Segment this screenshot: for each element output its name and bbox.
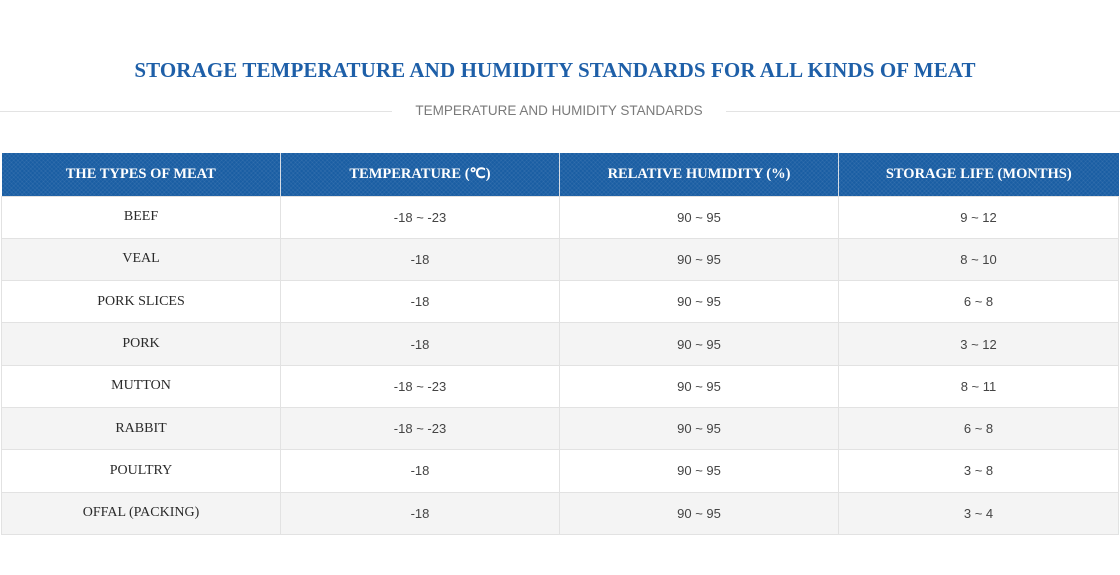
cell-temperature: -18 ~ -23 — [281, 407, 560, 449]
cell-humidity: 90 ~ 95 — [560, 492, 839, 534]
table-header-row — [2, 153, 1119, 196]
table-row — [2, 492, 1119, 534]
cell-humidity: 90 ~ 95 — [560, 196, 839, 238]
table-row — [2, 407, 1119, 449]
cell-meat-type: MUTTON — [2, 365, 281, 407]
cell-humidity: 90 ~ 95 — [560, 365, 839, 407]
cell-storage-life: 3 ~ 8 — [839, 450, 1119, 492]
cell-humidity: 90 ~ 95 — [560, 407, 839, 449]
divider-right — [726, 111, 1120, 112]
cell-humidity: 90 ~ 95 — [560, 323, 839, 365]
subtitle-row — [0, 101, 1120, 121]
meat-storage-table — [1, 153, 1119, 535]
cell-temperature: -18 — [281, 281, 560, 323]
page-title: STORAGE TEMPERATURE AND HUMIDITY STANDARDS FOR ALL KINDS OF MEAT — [134, 58, 976, 82]
table-row — [2, 450, 1119, 492]
cell-storage-life: 9 ~ 12 — [839, 196, 1119, 238]
column-header-storage-life: STORAGE LIFE (MONTHS) — [839, 153, 1119, 196]
cell-meat-type: PORK — [2, 323, 281, 365]
column-header-humidity: RELATIVE HUMIDITY (%) — [560, 153, 839, 196]
cell-humidity: 90 ~ 95 — [560, 450, 839, 492]
cell-temperature: -18 — [281, 450, 560, 492]
cell-humidity: 90 ~ 95 — [560, 281, 839, 323]
cell-storage-life: 3 ~ 12 — [839, 323, 1119, 365]
cell-temperature: -18 — [281, 492, 560, 534]
cell-meat-type: RABBIT — [2, 407, 281, 449]
cell-temperature: -18 ~ -23 — [281, 365, 560, 407]
table-row — [2, 196, 1119, 238]
cell-temperature: -18 — [281, 238, 560, 280]
divider-left — [0, 111, 392, 112]
cell-humidity: 90 ~ 95 — [560, 238, 839, 280]
table-row — [2, 365, 1119, 407]
table-row — [2, 323, 1119, 365]
cell-temperature: -18 ~ -23 — [281, 196, 560, 238]
column-header-temperature: TEMPERATURE (℃) — [281, 153, 560, 196]
cell-storage-life: 8 ~ 10 — [839, 238, 1119, 280]
cell-meat-type: OFFAL (PACKING) — [2, 492, 281, 534]
cell-storage-life: 8 ~ 11 — [839, 365, 1119, 407]
column-header-meat-type: THE TYPES OF MEAT — [2, 153, 281, 196]
cell-meat-type: VEAL — [2, 238, 281, 280]
page-subtitle: TEMPERATURE AND HUMIDITY STANDARDS — [415, 103, 703, 118]
cell-storage-life: 6 ~ 8 — [839, 281, 1119, 323]
cell-storage-life: 6 ~ 8 — [839, 407, 1119, 449]
table-row — [2, 238, 1119, 280]
table-row — [2, 281, 1119, 323]
cell-meat-type: PORK SLICES — [2, 281, 281, 323]
cell-meat-type: POULTRY — [2, 450, 281, 492]
cell-temperature: -18 — [281, 323, 560, 365]
cell-storage-life: 3 ~ 4 — [839, 492, 1119, 534]
cell-meat-type: BEEF — [2, 196, 281, 238]
